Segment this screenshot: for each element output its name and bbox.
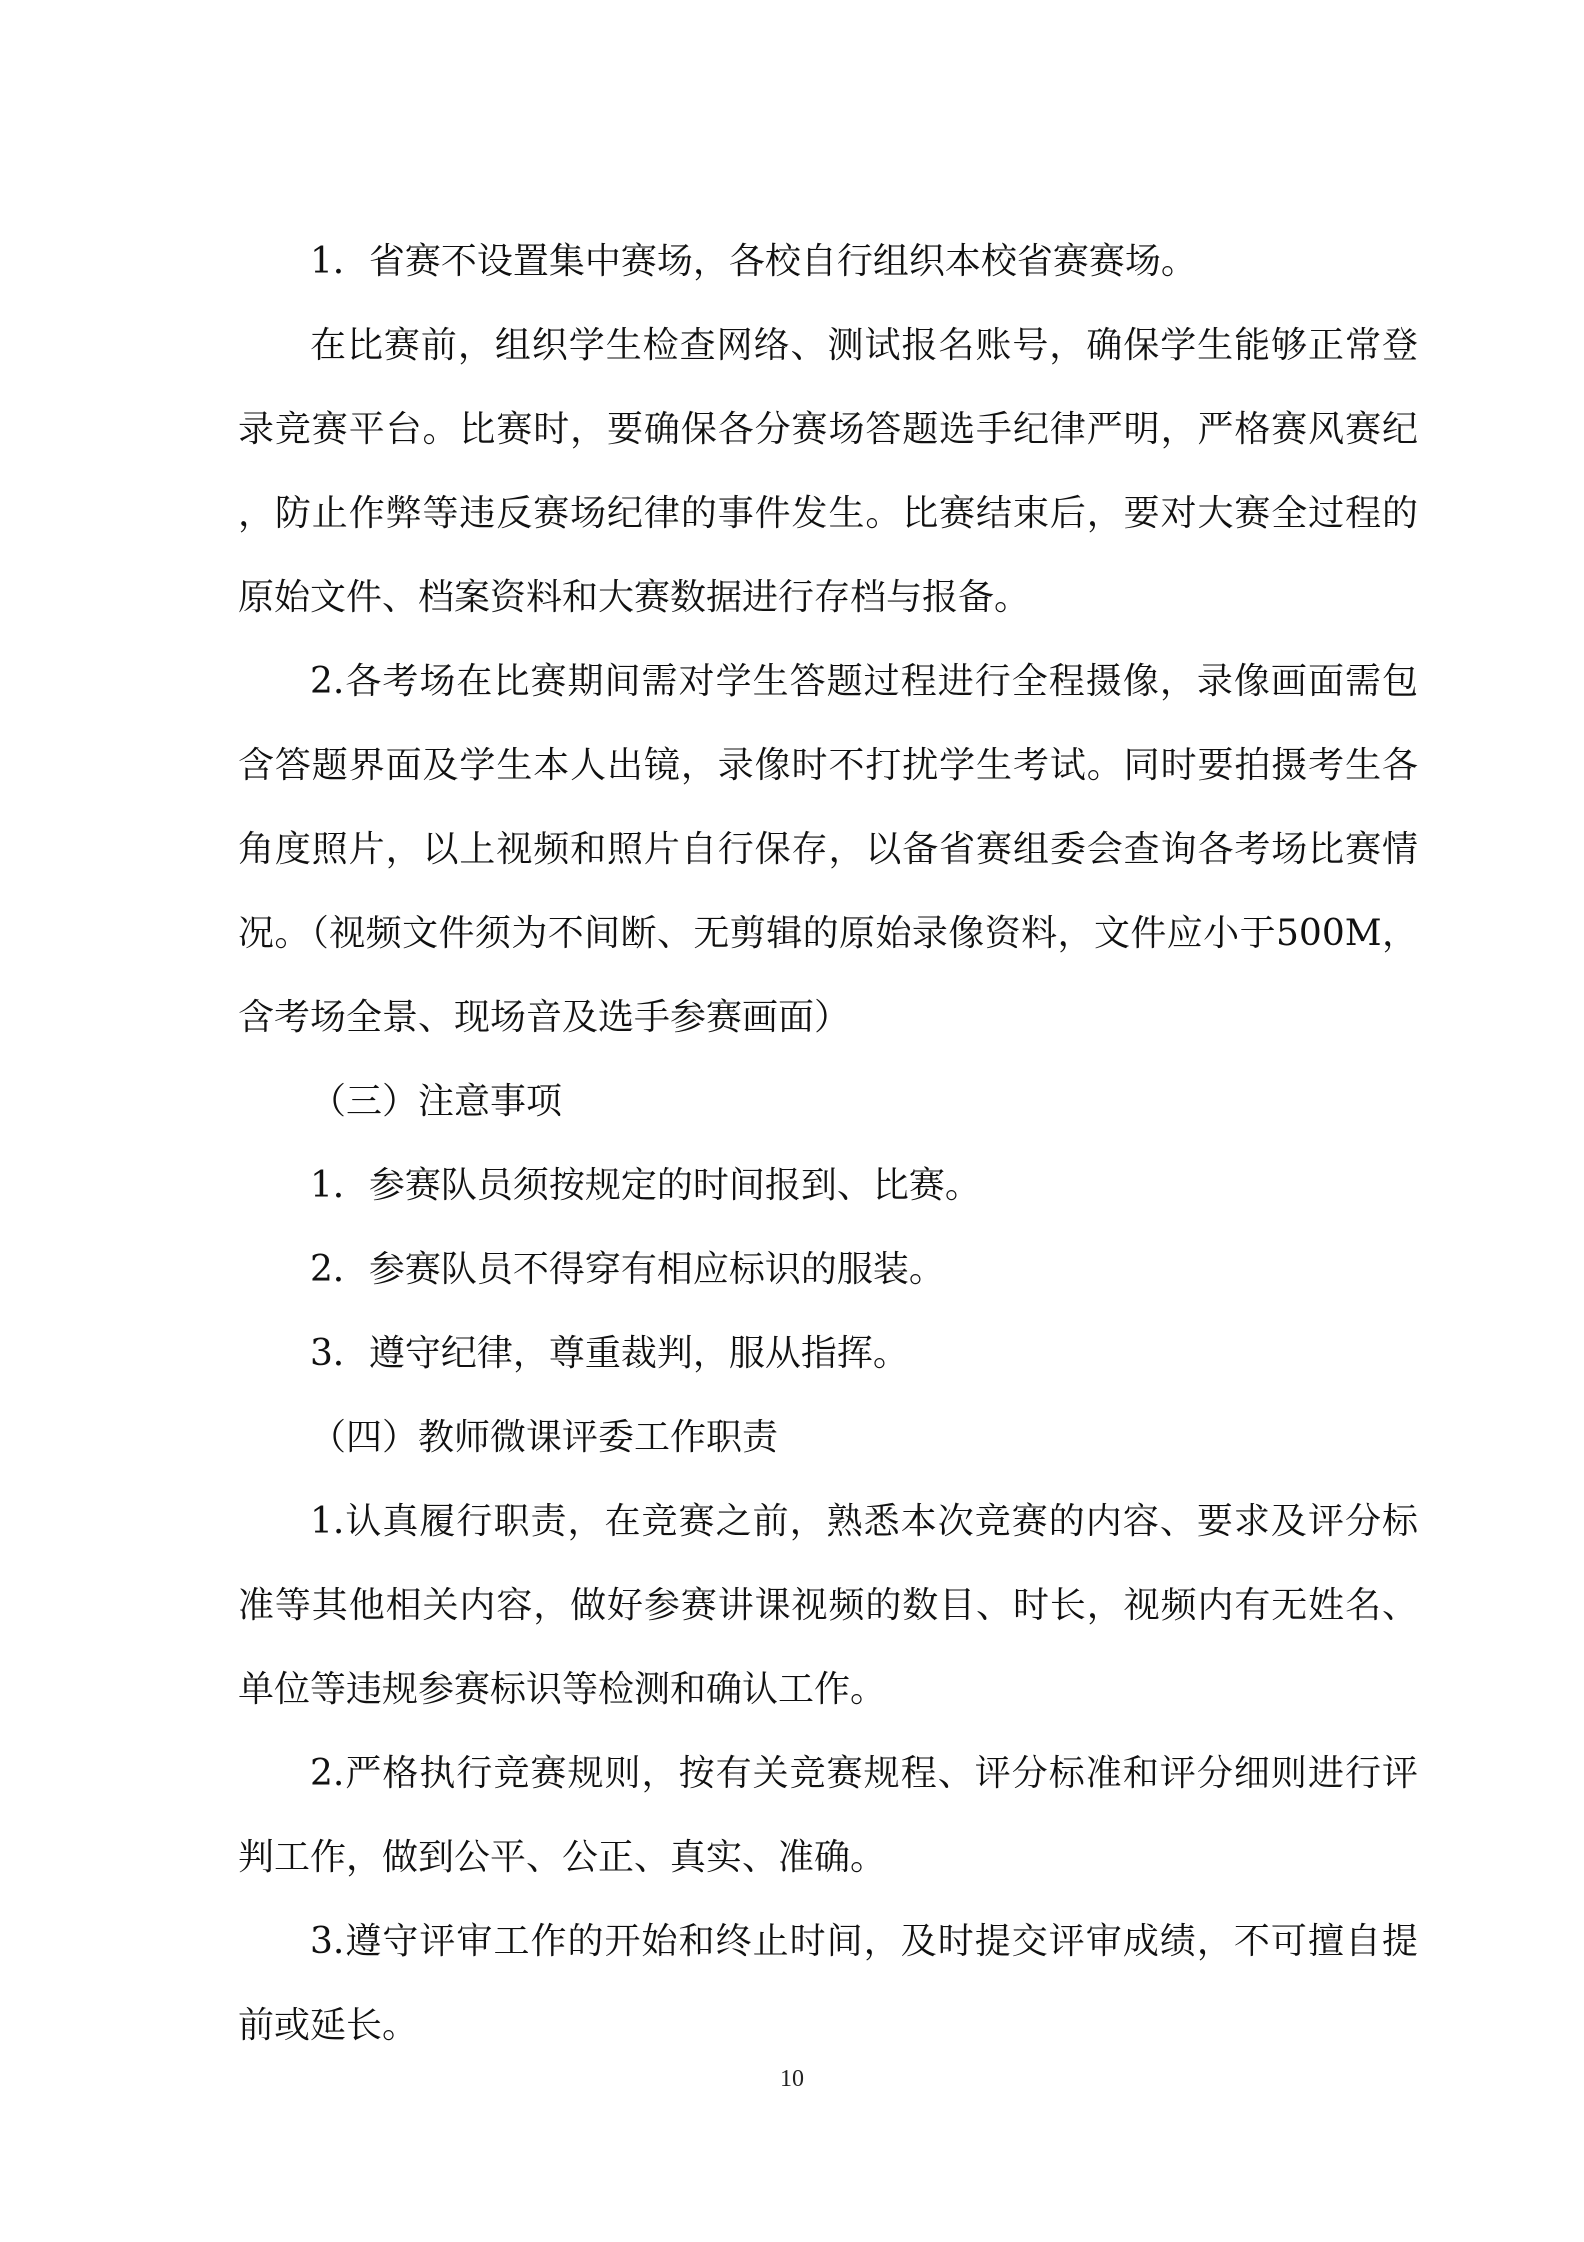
paragraph-note-2: 2．参赛队员不得穿有相应标识的服装。 bbox=[310, 1249, 945, 1290]
document-body bbox=[238, 220, 1418, 2068]
paragraph-duty-2: 2.严格执行竞赛规则，按有关竞赛规程、评分标准和评分细则进行评判工作，做到公平、公正、真实、准确。 bbox=[238, 1753, 1418, 1878]
paragraph-video-recording: 2.各考场在比赛期间需对学生答题过程进行全程摄像，录像画面需包含答题界面及学生本人出镜，录像时不打扰学生考试。同时要拍摄考生各角度照片，以上视频和照片自行保存，以备省赛组委会查询各考场比赛情况。（视频文件须为不间断、无剪辑的原始录像资料，文件应小于500M，含考场全景、现场音及选手参赛画面） bbox=[238, 661, 1418, 1038]
paragraph-pre-competition: 在比赛前，组织学生检查网络、测试报名账号，确保学生能够正常登录竞赛平台。比赛时，要确保各分赛场答题选手纪律严明，严格赛风赛纪，防止作弊等违反赛场纪律的事件发生。比赛结束后，要对大赛全过程的原始文件、档案资料和大赛数据进行存档与报备。 bbox=[238, 325, 1418, 618]
section-heading-notes: （三）注意事项 bbox=[310, 1081, 563, 1122]
paragraph-venue-rule: 1．省赛不设置集中赛场，各校自行组织本校省赛赛场。 bbox=[310, 241, 1197, 282]
paragraph-duty-3: 3.遵守评审工作的开始和终止时间，及时提交评审成绩，不可擅自提前或延长。 bbox=[238, 1921, 1418, 2046]
paragraph-note-3: 3．遵守纪律，尊重裁判，服从指挥。 bbox=[310, 1333, 909, 1374]
section-heading-judge-duties: （四）教师微课评委工作职责 bbox=[310, 1417, 779, 1458]
page-number: 10 bbox=[780, 2066, 804, 2092]
paragraph-duty-1: 1.认真履行职责，在竞赛之前，熟悉本次竞赛的内容、要求及评分标准等其他相关内容，做好参赛讲课视频的数目、时长，视频内有无姓名、单位等违规参赛标识等检测和确认工作。 bbox=[238, 1501, 1418, 1710]
paragraph-note-1: 1．参赛队员须按规定的时间报到、比赛。 bbox=[310, 1165, 981, 1206]
